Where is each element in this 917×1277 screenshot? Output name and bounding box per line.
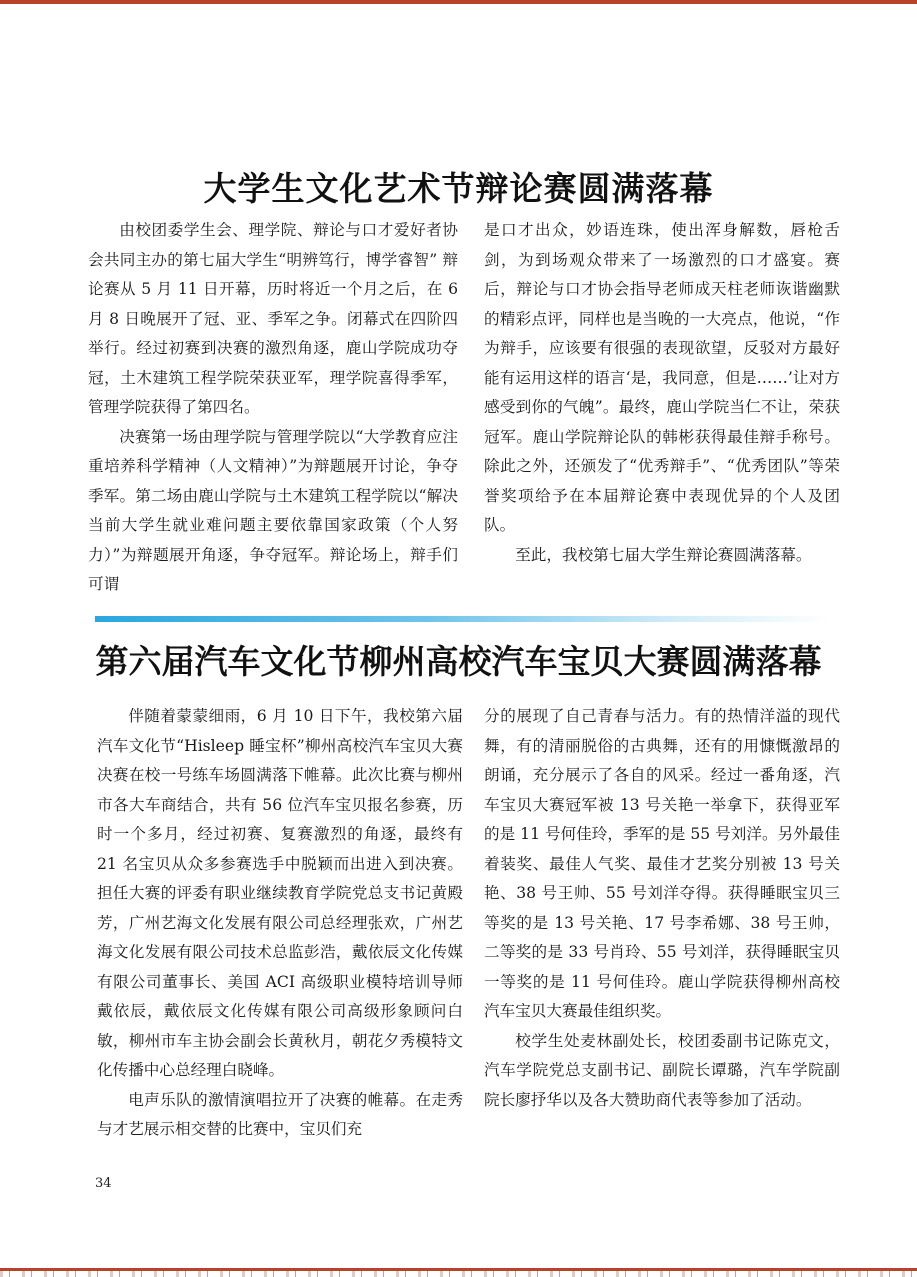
article2-title: 第六届汽车文化节柳州高校汽车宝贝大赛圆满落幕: [95, 642, 822, 681]
bottom-decorative-strip: [0, 1271, 917, 1277]
article2-paragraph: 伴随着蒙蒙细雨，6 月 10 日下午，我校第六届汽车文化节“Hisleep 睡宝杯”柳州高校汽车宝贝大赛决赛在校一号练车场圆满落下帷幕。此次比赛与柳州市各大车商结合，共有 56 位汽车宝贝报名参赛，历时一个多月，经过初赛、复赛激烈的角逐，最终有 21 名宝贝从众多参赛选手中脱颖而出进入到决赛。担任大赛的评委有职业继续教育学院党总支书记黄殿芳，广州艺海文化发展有限公司总经理张欢，广州艺海文化发展有限公司技术总监彭浩，戴依辰文化传媒有限公司董事长、美国 ACI 高级职业模特培训导师戴依辰，戴依辰文化传媒有限公司高级形象顾问白敏，柳州市车主协会副会长黄秋月，朝花夕秀模特文化传播中心总经理白晓峰。: [97, 707, 463, 1079]
article2-paragraph: 分的展现了自己青春与活力。有的热情洋溢的现代舞，有的清丽脱俗的古典舞，还有的用慷慨激昂的朗诵，充分展示了各自的风采。经过一番角逐，汽车宝贝大赛冠军被 13 号关艳一举拿下，获得亚军的是 11 号何佳玲，季军的是 55 号刘洋。另外最佳着装奖、最佳人气奖、最佳才艺奖分别被 13 号关艳、38 号王帅、55 号刘洋夺得。获得睡眠宝贝三等奖的是 13 号关艳、17 号李希娜、38 号王帅，二等奖的是 33 号肖玲、55 号刘洋，获得睡眠宝贝一等奖的是 11 号何佳玲。鹿山学院获得柳州高校汽车宝贝大赛最佳组织奖。: [484, 707, 840, 1020]
article2-column-left: [97, 702, 463, 1145]
article1-paragraph: 是口才出众，妙语连珠，使出浑身解数，唇枪舌剑，为到场观众带来了一场激烈的口才盛宴。赛后，辩论与口才协会指导老师成天柱老师诙谐幽默的精彩点评，同样也是当晚的一大亮点，他说，“作为辩手，应该要有很强的表现欲望，反驳对方最好能有运用这样的语言‘是，我同意，但是……’让对方感受到你的气魄”。最终，鹿山学院当仁不让，荣获冠军。鹿山学院辩论队的韩彬获得最佳辩手称号。除此之外，还颁发了“优秀辩手”、“优秀团队”等荣誉奖项给予在本届辩论赛中表现优异的个人及团队。: [484, 221, 840, 534]
article1-paragraph: 由校团委学生会、理学院、辩论与口才爱好者协会共同主办的第七届大学生“明辨笃行，博学睿智” 辩论赛从 5 月 11 日开幕，历时将近一个月之后，在 6 月 8 日晚展开了冠、亚、季军之争。闭幕式在四阶四举行。经过初赛到决赛的激烈角逐，鹿山学院成功夺冠，土木建筑工程学院荣获亚军，理学院喜得季军，管理学院获得了第四名。: [88, 221, 458, 416]
article1-paragraph: 至此，我校第七届大学生辩论赛圆满落幕。: [515, 545, 812, 564]
article1-paragraph: 决赛第一场由理学院与管理学院以“大学教育应注重培养科学精神（人文精神）”为辩题展开讨论，争夺季军。第二场由鹿山学院与土木建筑工程学院以“解决当前大学生就业难问题主要依靠国家政策（个人努力）”为辩题展开角逐，争夺冠军。辩论场上，辩手们可谓: [88, 427, 458, 593]
article2-paragraph: 电声乐队的激情演唱拉开了决赛的帷幕。在走秀与才艺展示相交替的比赛中，宝贝们充: [97, 1090, 463, 1138]
article1-column-left: [88, 216, 458, 600]
article1-column-right: [484, 216, 840, 570]
article2-column-right: [484, 702, 840, 1115]
article2-paragraph: 校学生处麦林副处长，校团委副书记陈克文，汽车学院党总支副书记、副院长谭璐，汽车学院副院长廖抒华以及各大赞助商代表等参加了活动。: [484, 1031, 840, 1109]
top-rule: [0, 0, 917, 4]
section-divider: [95, 616, 830, 622]
article1-title: 大学生文化艺术节辩论赛圆满落幕: [203, 169, 714, 208]
page-number: 34: [95, 1176, 112, 1191]
